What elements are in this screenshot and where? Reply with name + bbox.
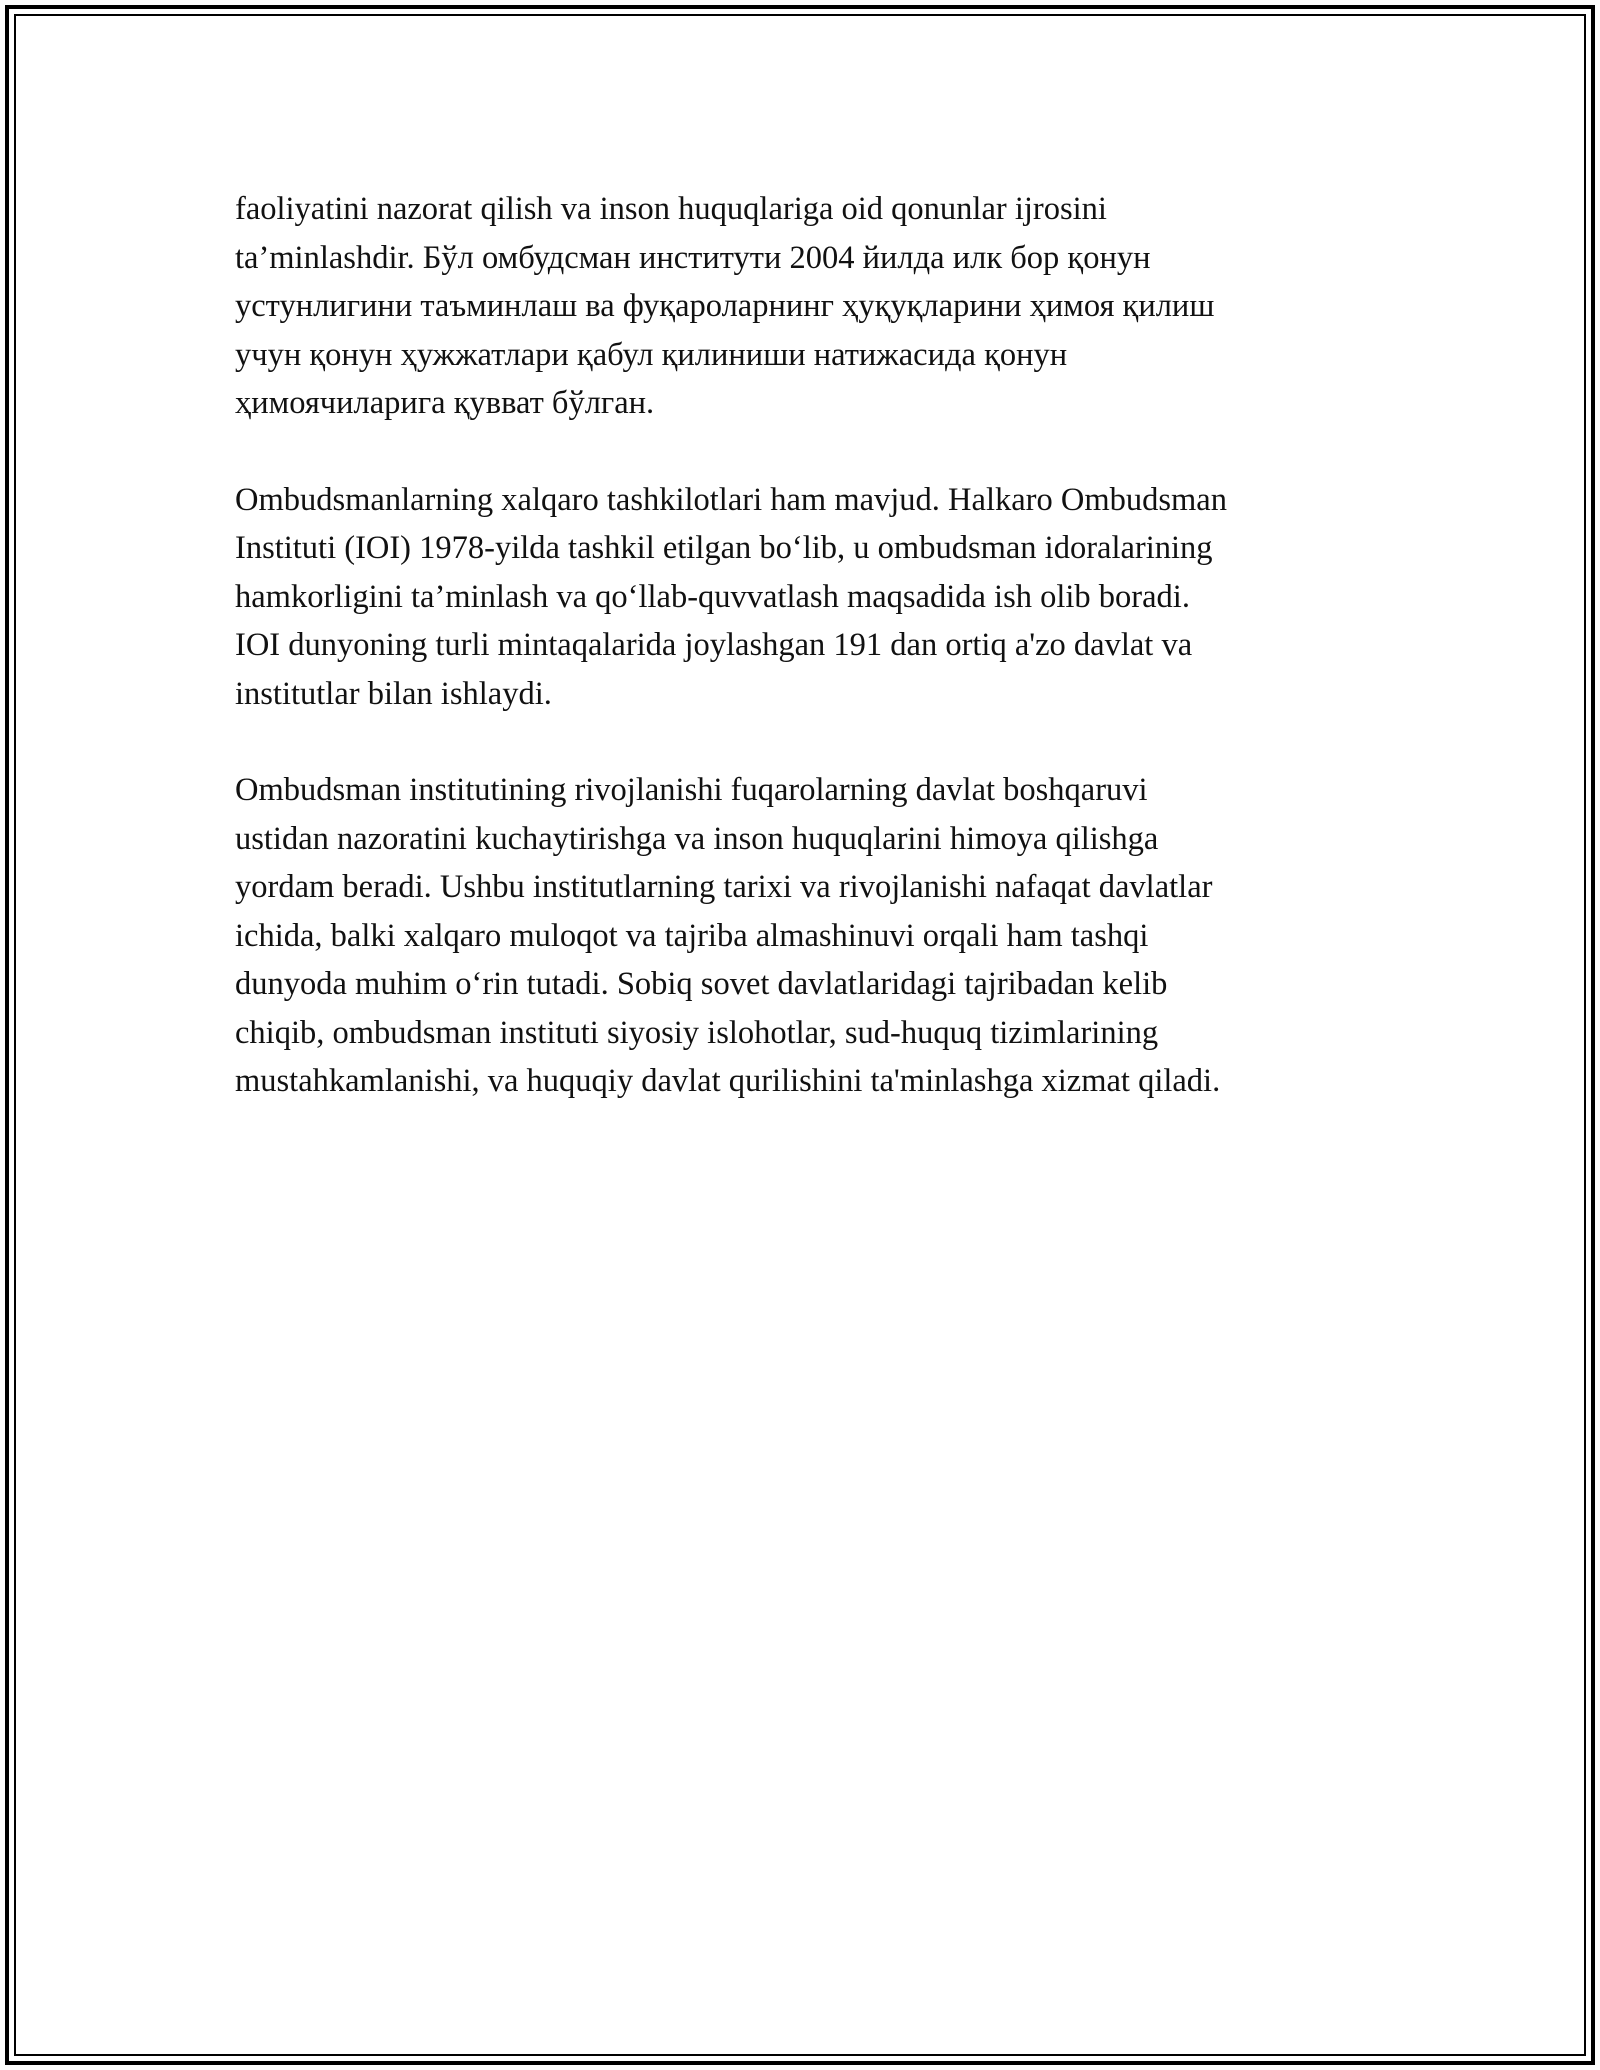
text-line: hamkorligini ta’minlash va qo‘llab-quvvatlash maqsadida ish olib boradi. (235, 578, 1190, 615)
text-line: chiqib, ombudsman instituti siyosiy islohotlar, sud-huquq tizimlarining (235, 1014, 1159, 1051)
text-line: Instituti (IOI) 1978-yilda tashkil etilgan bo‘lib, u ombudsman idoralarining (235, 530, 1213, 566)
text-line: ichida, balki xalqaro muloqot va tajriba almashinuvi orqali ham tashqi (235, 917, 1149, 954)
text-line: устунлигини таъминлаш ва фуқароларнинг ҳуқуқларини ҳимоя қилиш (235, 288, 1215, 324)
text-line: ustidan nazoratini kuchaytirishga va inson huquqlarini himoya qilishga (235, 820, 1159, 857)
text-line: IOI dunyoning turli mintaqalarida joylashgan 191 dan ortiq a'zo davlat va (235, 627, 1193, 663)
paragraph-3 (235, 766, 1375, 1106)
text-line: Ombudsmanlarning xalqaro tashkilotlari ham mavjud. Halkaro Ombudsman (235, 481, 1227, 518)
text-line: ҳимоячиларига қувват бўлган. (235, 385, 655, 421)
text-line: faoliyatini nazorat qilish va inson huquqlariga oid qonunlar ijrosini (235, 191, 1107, 227)
page-content (235, 185, 1375, 1154)
text-line: учун қонун ҳужжатлари қабул қилиниши натижасида қонун (235, 336, 1068, 373)
text-line: yordam beradi. Ushbu institutlarning tarixi va rivojlanishi nafaqat davlatlar (235, 869, 1213, 905)
text-line: dunyoda muhim o‘rin tutadi. Sobiq sovet davlatlaridagi tajribadan kelib (235, 966, 1168, 1002)
text-line: institutlar bilan ishlaydi. (235, 675, 552, 712)
paragraph-1 (235, 185, 1375, 428)
text-line: Ombudsman institutining rivojlanishi fuqarolarning davlat boshqaruvi (235, 772, 1148, 808)
paragraph-2 (235, 476, 1375, 719)
text-line: mustahkamlanishi, va huquqiy davlat qurilishini ta'minlashga xizmat qiladi. (235, 1063, 1221, 1099)
text-line: ta’minlashdir. Бўл омбудсман институти 2004 йилда илк бор қонун (235, 239, 1151, 276)
